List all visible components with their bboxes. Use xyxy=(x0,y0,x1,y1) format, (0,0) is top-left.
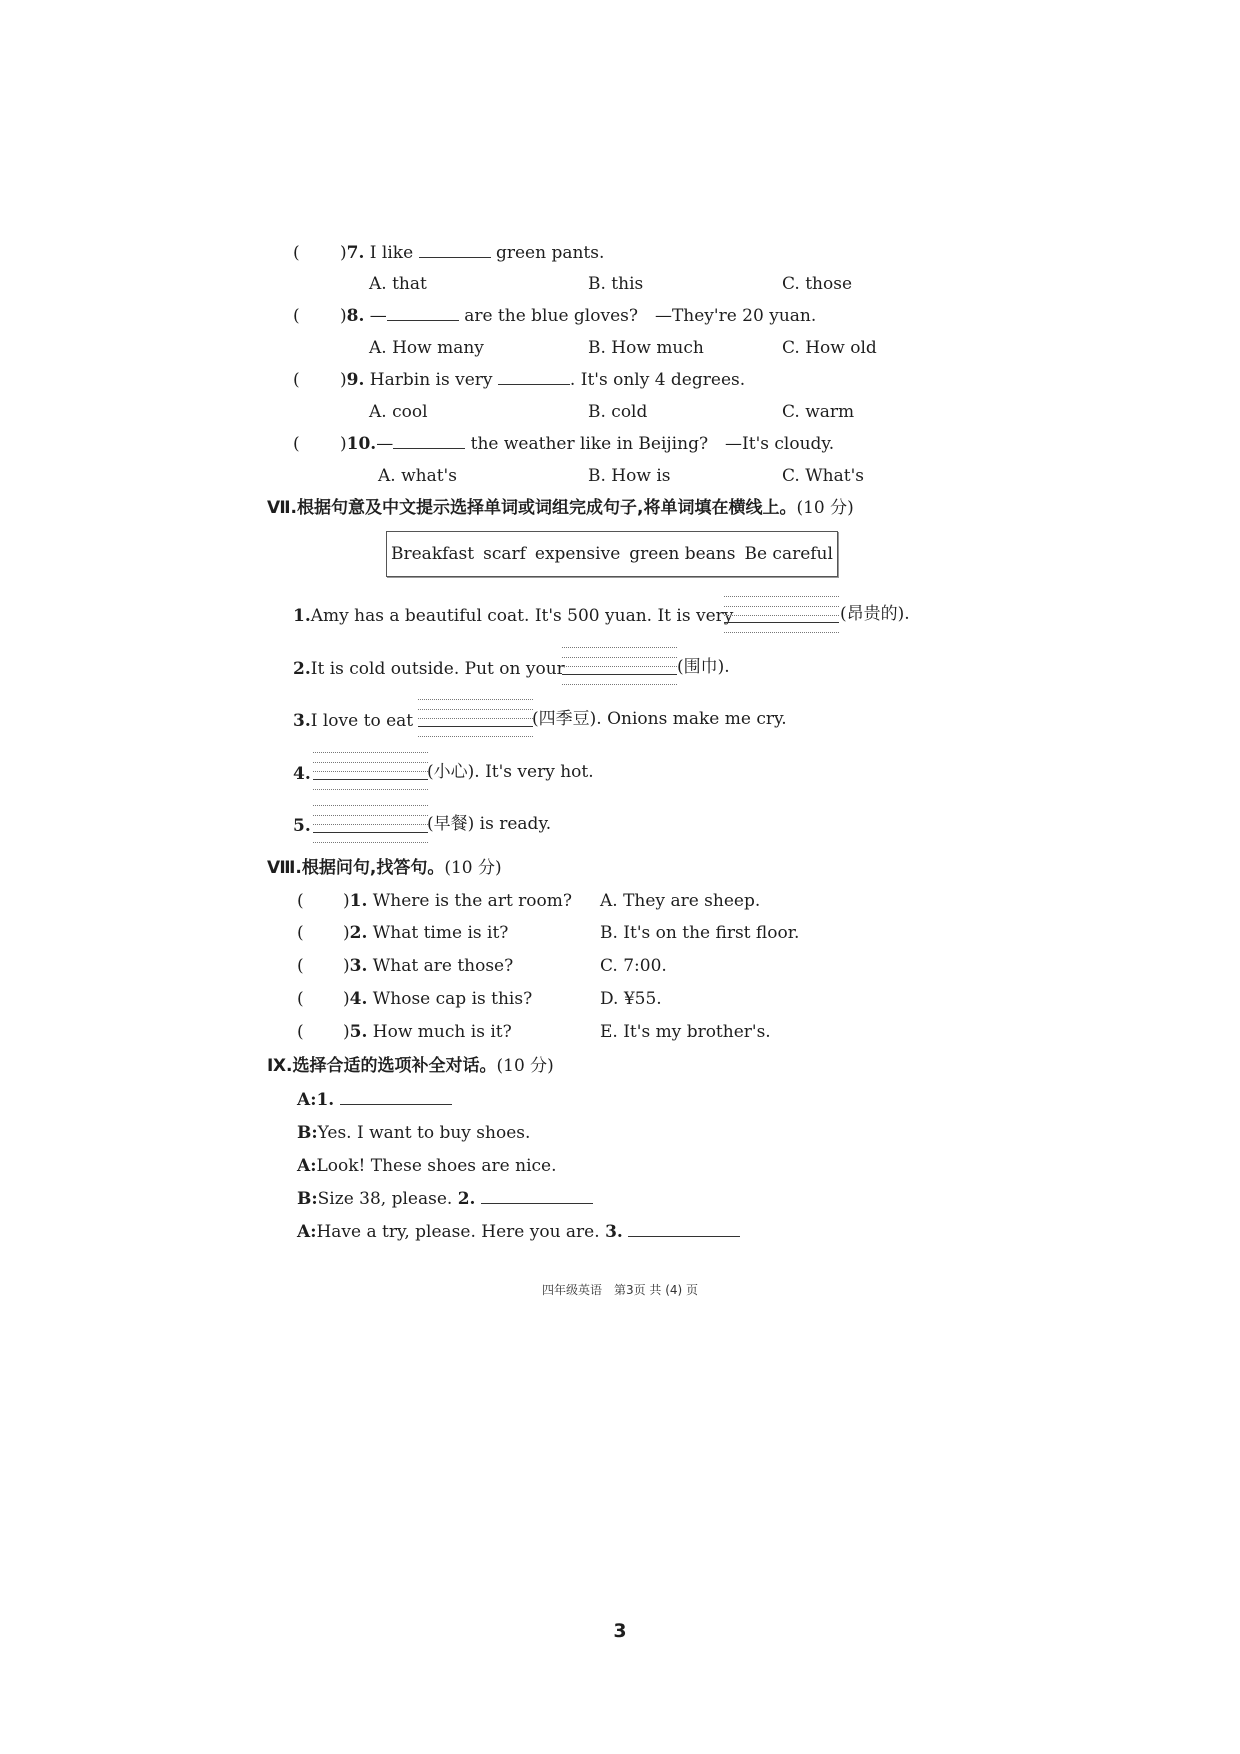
word-bank-item: expensive xyxy=(534,544,621,564)
fill-item-3: 3.I love to eat xyxy=(293,711,414,731)
section-9-title: Ⅸ.选择合适的选项补全对话。(10 分) xyxy=(267,1056,554,1076)
option-b: B. How much xyxy=(588,338,704,358)
word-bank-box xyxy=(386,531,838,577)
mc-question-9: ( xyxy=(293,370,300,390)
mc-question-10-text: )10.— the weather like in Beijing? —It's cloudy. xyxy=(340,434,835,454)
answer-blank[interactable] xyxy=(498,370,570,385)
answer-paren-open: ( xyxy=(297,923,304,943)
mc-question-7 xyxy=(293,242,300,264)
matching-answer-b: B. It's on the first floor. xyxy=(600,923,800,943)
mc-question-10: ( xyxy=(293,434,300,454)
word-bank-item: scarf xyxy=(483,544,526,564)
dialogue-line-5: A:Have a try, please. Here you are. 3. xyxy=(297,1221,740,1243)
matching-answer-e: E. It's my brother's. xyxy=(600,1022,771,1042)
four-line-answer-guide[interactable] xyxy=(418,699,533,739)
dialogue-line-4: B:Size 38, please. 2. xyxy=(297,1188,593,1210)
option-a: A. that xyxy=(369,274,427,294)
matching-answer-a: A. They are sheep. xyxy=(600,891,761,911)
section-7-title: Ⅶ.根据句意及中文提示选择单词或词组完成句子,将单词填在横线上。(10 分) xyxy=(267,498,854,518)
fill-hint-4: (小心). It's very hot. xyxy=(427,762,594,782)
dialogue-line-1: A:1. xyxy=(297,1089,452,1111)
option-a: A. what's xyxy=(378,466,457,486)
word-bank-item: green beans xyxy=(629,544,736,564)
option-a: A. How many xyxy=(369,338,484,358)
answer-paren-open: ( xyxy=(297,1022,304,1042)
fill-item-4: 4. xyxy=(293,764,311,784)
mc-question-7-text: )7. I like green pants. xyxy=(340,243,605,263)
dialogue-line-3: A:Look! These shoes are nice. xyxy=(297,1156,557,1176)
option-b: B. How is xyxy=(588,466,671,486)
four-line-answer-guide[interactable] xyxy=(724,596,839,636)
option-b: B. this xyxy=(588,274,644,294)
dialogue-blank-3[interactable] xyxy=(628,1222,740,1237)
four-line-answer-guide[interactable] xyxy=(313,805,428,845)
fill-item-1: 1.Amy has a beautiful coat. It's 500 yuan. It is very xyxy=(293,606,734,626)
matching-answer-c: C. 7:00. xyxy=(600,956,667,976)
answer-blank[interactable] xyxy=(387,306,459,321)
fill-item-2: 2.It is cold outside. Put on your xyxy=(293,659,565,679)
dialogue-blank-2[interactable] xyxy=(481,1189,593,1204)
four-line-answer-guide[interactable] xyxy=(562,647,677,687)
option-a: A. cool xyxy=(369,402,428,422)
answer-paren-open: ( xyxy=(297,989,304,1009)
answer-paren-open: ( xyxy=(297,956,304,976)
option-b: B. cold xyxy=(588,402,648,422)
word-bank-item: Be careful xyxy=(744,544,833,564)
fill-hint-5: (早餐) is ready. xyxy=(427,814,552,834)
word-bank-item: Breakfast xyxy=(391,544,475,564)
dialogue-blank-1[interactable] xyxy=(340,1090,452,1105)
answer-paren-open: ( xyxy=(293,243,300,263)
four-line-answer-guide[interactable] xyxy=(313,752,428,792)
option-c: C. those xyxy=(782,274,853,294)
mc-question-8: ( xyxy=(293,306,300,326)
matching-question-5: )5. How much is it? xyxy=(343,1022,512,1042)
answer-blank[interactable] xyxy=(393,434,465,449)
matching-question-1: )1. Where is the art room? xyxy=(343,891,573,911)
page-number: 3 xyxy=(613,1620,627,1642)
answer-blank[interactable] xyxy=(419,243,491,258)
matching-answer-d: D. ¥55. xyxy=(600,989,662,1009)
fill-hint-3: (四季豆). Onions make me cry. xyxy=(532,709,787,729)
section-8-title: Ⅷ.根据问句,找答句。(10 分) xyxy=(267,858,502,878)
fill-hint-1: (昂贵的). xyxy=(840,604,910,624)
dialogue-line-2: B:Yes. I want to buy shoes. xyxy=(297,1123,531,1143)
mc-question-9-text: )9. Harbin is very . It's only 4 degrees. xyxy=(340,370,746,390)
page-footer: 四年级英语 第3页 共 (4) 页 xyxy=(541,1283,699,1297)
matching-question-4: )4. Whose cap is this? xyxy=(343,989,533,1009)
option-c: C. warm xyxy=(782,402,855,422)
matching-question-2: )2. What time is it? xyxy=(343,923,509,943)
fill-hint-2: (围巾). xyxy=(677,657,730,677)
option-c: C. What's xyxy=(782,466,864,486)
option-c: C. How old xyxy=(782,338,877,358)
answer-paren-open: ( xyxy=(297,891,304,911)
matching-question-3: )3. What are those? xyxy=(343,956,514,976)
mc-question-8-text: )8. — are the blue gloves? —They're 20 yuan. xyxy=(340,306,817,326)
fill-item-5: 5. xyxy=(293,816,311,836)
